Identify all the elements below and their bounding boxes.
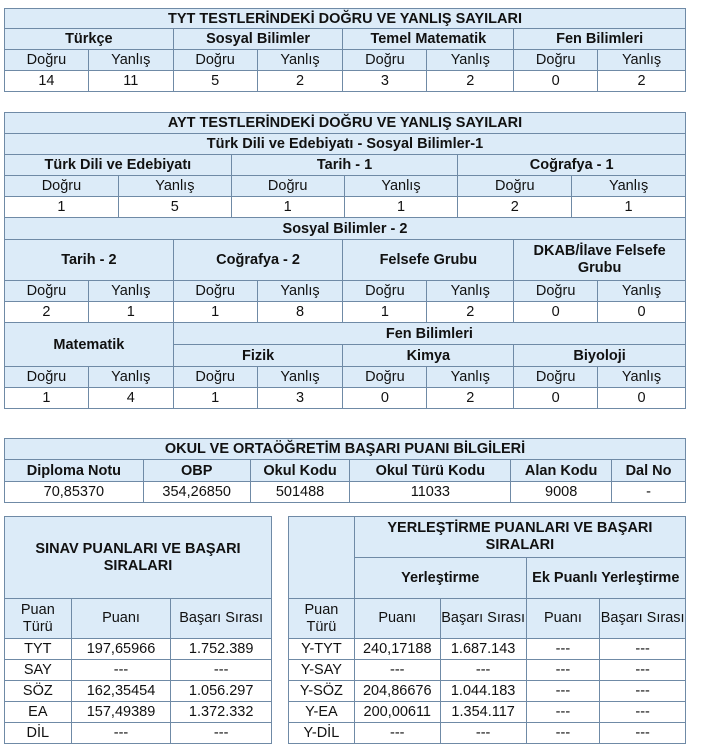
ayt-s2-value: 2: [5, 302, 89, 323]
ayt-s2-dy-label: Doğru: [343, 281, 427, 302]
yerlestirme-type: Y-SÖZ: [289, 681, 355, 702]
yerlestirme-ek-rank: ---: [600, 681, 686, 702]
ayt-s2-dy-label: Yanlış: [88, 281, 173, 302]
tyt-dy-label: Yanlış: [88, 50, 173, 71]
sinav-score: 162,35454: [71, 681, 171, 702]
okul-value: 70,85370: [5, 482, 144, 503]
ayt-s1-subject: Türk Dili ve Edebiyatı: [5, 155, 232, 176]
ayt-s3-value: 0: [343, 388, 427, 409]
ayt-table: [4, 112, 686, 155]
sinav-header: Puanı: [71, 599, 171, 639]
ayt-s3-value: 2: [427, 388, 514, 409]
ayt-s2-value: 0: [598, 302, 686, 323]
yerlestirme-ek-rank: ---: [600, 702, 686, 723]
ayt-s3-value: 1: [5, 388, 89, 409]
okul-header: OBP: [143, 460, 250, 482]
ayt-s1-value: 1: [344, 197, 458, 218]
sinav-score: 197,65966: [71, 639, 171, 660]
yerlestirme-rank: 1.354.117: [440, 702, 526, 723]
yerlestirme-type: Y-SAY: [289, 660, 355, 681]
ayt-s1-dy-label: Yanlış: [344, 176, 458, 197]
ayt-s1-subject: Coğrafya - 1: [458, 155, 686, 176]
tyt-dy-label: Yanlış: [427, 50, 514, 71]
ayt-s2-dy-label: Doğru: [5, 281, 89, 302]
yerlestirme-type: Y-TYT: [289, 639, 355, 660]
ayt-math-header: Matematik: [5, 323, 174, 367]
yerlestirme-rank: 1.687.143: [440, 639, 526, 660]
yerlestirme-score: 204,86676: [354, 681, 440, 702]
tyt-subject: Sosyal Bilimler: [173, 29, 343, 50]
yerlestirme-ek-rank: ---: [600, 660, 686, 681]
tyt-table: [4, 8, 686, 92]
ayt-s3-dy-label: Doğru: [5, 367, 89, 388]
yerlestirme-header: Başarı Sırası: [600, 599, 686, 639]
sinav-title: SINAV PUANLARI VE BAŞARI SIRALARI: [5, 517, 272, 599]
yerlestirme-ek-score: ---: [526, 723, 600, 744]
sinav-type: SAY: [5, 660, 72, 681]
yerlestirme-rank: ---: [440, 660, 526, 681]
yerlestirme-score: ---: [354, 723, 440, 744]
ayt-s2-value: 1: [173, 302, 257, 323]
okul-title: OKUL VE ORTAÖĞRETİM BAŞARI PUANI BİLGİLERİ: [5, 439, 686, 460]
ayt-s2-subject: DKAB/İlave Felsefe Grubu: [514, 240, 686, 281]
ayt-s1-value: 5: [118, 197, 231, 218]
ayt-s2-subject: Coğrafya - 2: [173, 240, 343, 281]
ayt-s3-value: 0: [514, 388, 598, 409]
sinav-header: Başarı Sırası: [171, 599, 272, 639]
sinav-type: DİL: [5, 723, 72, 744]
ayt-s3-dy-label: Doğru: [514, 367, 598, 388]
ayt-s3-dy-label: Yanlış: [427, 367, 514, 388]
ayt-s3-dy-label: Yanlış: [88, 367, 173, 388]
ayt-s1-subject: Tarih - 1: [231, 155, 458, 176]
ayt-s1-dy-label: Yanlış: [118, 176, 231, 197]
ayt-title: AYT TESTLERİNDEKİ DOĞRU VE YANLIŞ SAYILARI: [5, 113, 686, 134]
yerlestirme-header: Puanı: [354, 599, 440, 639]
okul-table: [4, 438, 686, 503]
ayt-s2-dy-label: Yanlış: [598, 281, 686, 302]
yerlestirme-score: ---: [354, 660, 440, 681]
yerlestirme-header: Puanı: [526, 599, 600, 639]
ayt-s3-value: 0: [598, 388, 686, 409]
yerlestirme-ek-rank: ---: [600, 639, 686, 660]
ayt-s2-dy-label: Yanlış: [427, 281, 514, 302]
okul-value: -: [612, 482, 686, 503]
yerlestirme-ek-score: ---: [526, 660, 600, 681]
sinav-table: [4, 516, 272, 744]
ayt-s2-dy-label: Doğru: [514, 281, 598, 302]
tyt-value: 0: [514, 71, 598, 92]
sinav-score: 157,49389: [71, 702, 171, 723]
yerlestirme-table: [288, 516, 686, 744]
sinav-rank: ---: [171, 660, 272, 681]
okul-header: Diploma Notu: [5, 460, 144, 482]
ayt-fen-title: Fen Bilimleri: [173, 323, 685, 345]
yerlestirme-rank: ---: [440, 723, 526, 744]
ayt-s2-subject: Felsefe Grubu: [343, 240, 514, 281]
ayt-s2-dy-label: Doğru: [173, 281, 257, 302]
yerlestirme-ek-rank: ---: [600, 723, 686, 744]
ayt-s2-value: 1: [343, 302, 427, 323]
ayt-s1-value: 2: [458, 197, 572, 218]
ayt-section1-table: [4, 154, 686, 218]
sinav-score: ---: [71, 723, 171, 744]
okul-value: 9008: [511, 482, 612, 503]
ayt-fen-subject: Fizik: [173, 345, 343, 367]
ayt-s1-dy-label: Doğru: [458, 176, 572, 197]
sinav-type: TYT: [5, 639, 72, 660]
tyt-value: 2: [598, 71, 686, 92]
ayt-s1-value: 1: [5, 197, 119, 218]
ayt-s2-value: 8: [257, 302, 343, 323]
ayt-section2-table: [4, 217, 686, 409]
yerlestirme-group: Yerleştirme: [354, 558, 526, 599]
ayt-s3-dy-label: Yanlış: [257, 367, 343, 388]
tyt-title: TYT TESTLERİNDEKİ DOĞRU VE YANLIŞ SAYILARI: [5, 9, 686, 29]
okul-value: 501488: [250, 482, 350, 503]
yerlestirme-ek-score: ---: [526, 639, 600, 660]
tyt-subject: Fen Bilimleri: [514, 29, 686, 50]
ayt-s3-dy-label: Yanlış: [598, 367, 686, 388]
okul-value: 354,26850: [143, 482, 250, 503]
yerlestirme-group: Ek Puanlı Yerleştirme: [526, 558, 685, 599]
tyt-value: 5: [173, 71, 257, 92]
tyt-dy-label: Doğru: [514, 50, 598, 71]
tyt-dy-label: Yanlış: [598, 50, 686, 71]
sinav-rank: 1.372.332: [171, 702, 272, 723]
ayt-fen-subject: Kimya: [343, 345, 514, 367]
ayt-fen-subject: Biyoloji: [514, 345, 686, 367]
sinav-type: SÖZ: [5, 681, 72, 702]
tyt-value: 3: [343, 71, 427, 92]
tyt-dy-label: Doğru: [5, 50, 89, 71]
tyt-subject: Temel Matematik: [343, 29, 514, 50]
yerlestirme-rank: 1.044.183: [440, 681, 526, 702]
okul-header: Alan Kodu: [511, 460, 612, 482]
ayt-s2-value: 1: [88, 302, 173, 323]
tyt-dy-label: Doğru: [343, 50, 427, 71]
ayt-s2-value: 2: [427, 302, 514, 323]
ayt-s2-value: 0: [514, 302, 598, 323]
okul-header: Okul Türü Kodu: [350, 460, 511, 482]
sinav-rank: ---: [171, 723, 272, 744]
tyt-value: 2: [257, 71, 343, 92]
sinav-rank: 1.752.389: [171, 639, 272, 660]
yerlestirme-score: 200,00611: [354, 702, 440, 723]
yerlestirme-title: YERLEŞTİRME PUANLARI VE BAŞARI SIRALARI: [354, 517, 685, 558]
tyt-dy-label: Doğru: [173, 50, 257, 71]
ayt-s2-dy-label: Yanlış: [257, 281, 343, 302]
sinav-type: EA: [5, 702, 72, 723]
okul-value: 11033: [350, 482, 511, 503]
ayt-s3-dy-label: Doğru: [173, 367, 257, 388]
ayt-s1-dy-label: Doğru: [231, 176, 344, 197]
ayt-section2-title: Sosyal Bilimler - 2: [5, 218, 686, 240]
ayt-section1-title: Türk Dili ve Edebiyatı - Sosyal Bilimler-1: [5, 134, 686, 155]
yerlestirme-header: Puan Türü: [289, 599, 355, 639]
ayt-s3-value: 1: [173, 388, 257, 409]
ayt-s1-dy-label: Yanlış: [572, 176, 686, 197]
yerlestirme-ek-score: ---: [526, 681, 600, 702]
tyt-value: 14: [5, 71, 89, 92]
yerlestirme-score: 240,17188: [354, 639, 440, 660]
yerlestirme-ek-score: ---: [526, 702, 600, 723]
ayt-s3-value: 3: [257, 388, 343, 409]
ayt-s3-dy-label: Doğru: [343, 367, 427, 388]
sinav-header: Puan Türü: [5, 599, 72, 639]
okul-header: Okul Kodu: [250, 460, 350, 482]
ayt-s1-dy-label: Doğru: [5, 176, 119, 197]
yerlestirme-type: Y-DİL: [289, 723, 355, 744]
tyt-value: 11: [88, 71, 173, 92]
ayt-s1-value: 1: [572, 197, 686, 218]
yerlestirme-type: Y-EA: [289, 702, 355, 723]
tyt-value: 2: [427, 71, 514, 92]
tyt-subject: Türkçe: [5, 29, 174, 50]
yerlestirme-corner: [289, 517, 355, 599]
okul-header: Dal No: [612, 460, 686, 482]
ayt-s1-value: 1: [231, 197, 344, 218]
ayt-s3-value: 4: [88, 388, 173, 409]
sinav-rank: 1.056.297: [171, 681, 272, 702]
yerlestirme-header: Başarı Sırası: [440, 599, 526, 639]
sinav-score: ---: [71, 660, 171, 681]
tyt-dy-label: Yanlış: [257, 50, 343, 71]
ayt-s2-subject: Tarih - 2: [5, 240, 174, 281]
